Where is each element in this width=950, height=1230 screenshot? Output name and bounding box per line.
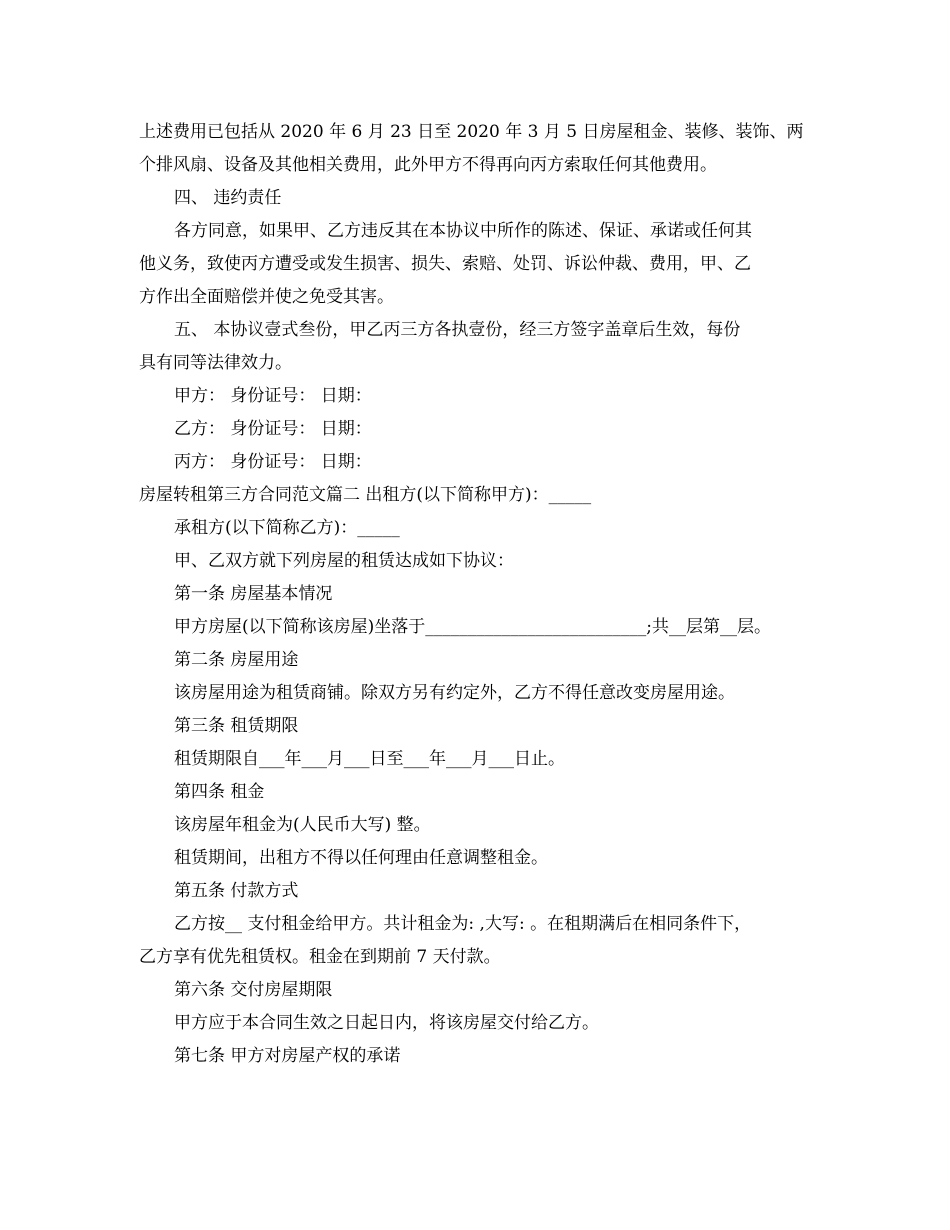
text-line: 甲方： 身份证号： 日期： (174, 386, 372, 406)
text-line: 乙方按__ 支付租金给甲方。共计租金为: ,大写: 。在租期满后在相同条件下， (174, 914, 752, 934)
text-line: 第一条 房屋基本情况 (174, 584, 333, 604)
text-line: 该房屋用途为租赁商铺。除双方另有约定外，乙方不得任意改变房屋用途。 (174, 683, 735, 703)
text-line: 上述费用已包括从 2020 年 6 月 23 日至 2020 年 3 月 5 日房屋租金、装修、装饰、两 (139, 122, 804, 142)
text-line: 丙方： 身份证号： 日期： (174, 452, 372, 472)
text-line: 个排风扇、设备及其他相关费用，此外甲方不得再向丙方索取任何其他费用。 (139, 155, 717, 175)
text-line: 承租方(以下简称乙方)：_____ (174, 518, 400, 538)
text-line: 五、 本协议壹式叁份，甲乙丙三方各执壹份，经三方签字盖章后生效，每份 (174, 320, 741, 340)
text-line: 房屋转租第三方合同范文篇二 出租方(以下简称甲方)：_____ (139, 485, 592, 505)
text-line: 他义务，致使丙方遭受或发生损害、损失、索赔、处罚、诉讼仲裁、费用，甲、乙 (139, 254, 751, 274)
text-line: 各方同意，如果甲、乙方违反其在本协议中所作的陈述、保证、承诺或任何其 (174, 221, 752, 241)
text-line: 第五条 付款方式 (174, 881, 299, 901)
text-line: 乙方： 身份证号： 日期： (174, 419, 372, 439)
text-line: 具有同等法律效力。 (139, 353, 292, 373)
text-line: 第二条 房屋用途 (174, 650, 299, 670)
text-line: 甲方房屋(以下简称该房屋)坐落于__________________________;共__层第__层。 (174, 617, 771, 637)
text-line: 该房屋年租金为(人民币大写) 整。 (174, 815, 431, 835)
text-line: 租赁期限自___年___月___日至___年___月___日止。 (174, 749, 565, 769)
text-line: 乙方享有优先租赁权。租金在到期前 7 天付款。 (139, 947, 501, 967)
text-line: 租赁期间，出租方不得以任何理由任意调整租金。 (174, 848, 548, 868)
text-line: 第七条 甲方对房屋产权的承诺 (174, 1046, 401, 1066)
text-line: 第四条 租金 (174, 782, 265, 802)
text-line: 四、 违约责任 (174, 188, 282, 208)
text-line: 甲方应于本合同生效之日起日内，将该房屋交付给乙方。 (174, 1013, 599, 1033)
document-body (139, 116, 829, 1073)
text-line: 甲、乙双方就下列房屋的租赁达成如下协议： (174, 551, 514, 571)
text-line: 方作出全面赔偿并使之免受其害。 (139, 287, 394, 307)
text-line: 第六条 交付房屋期限 (174, 980, 333, 1000)
text-line: 第三条 租赁期限 (174, 716, 299, 736)
